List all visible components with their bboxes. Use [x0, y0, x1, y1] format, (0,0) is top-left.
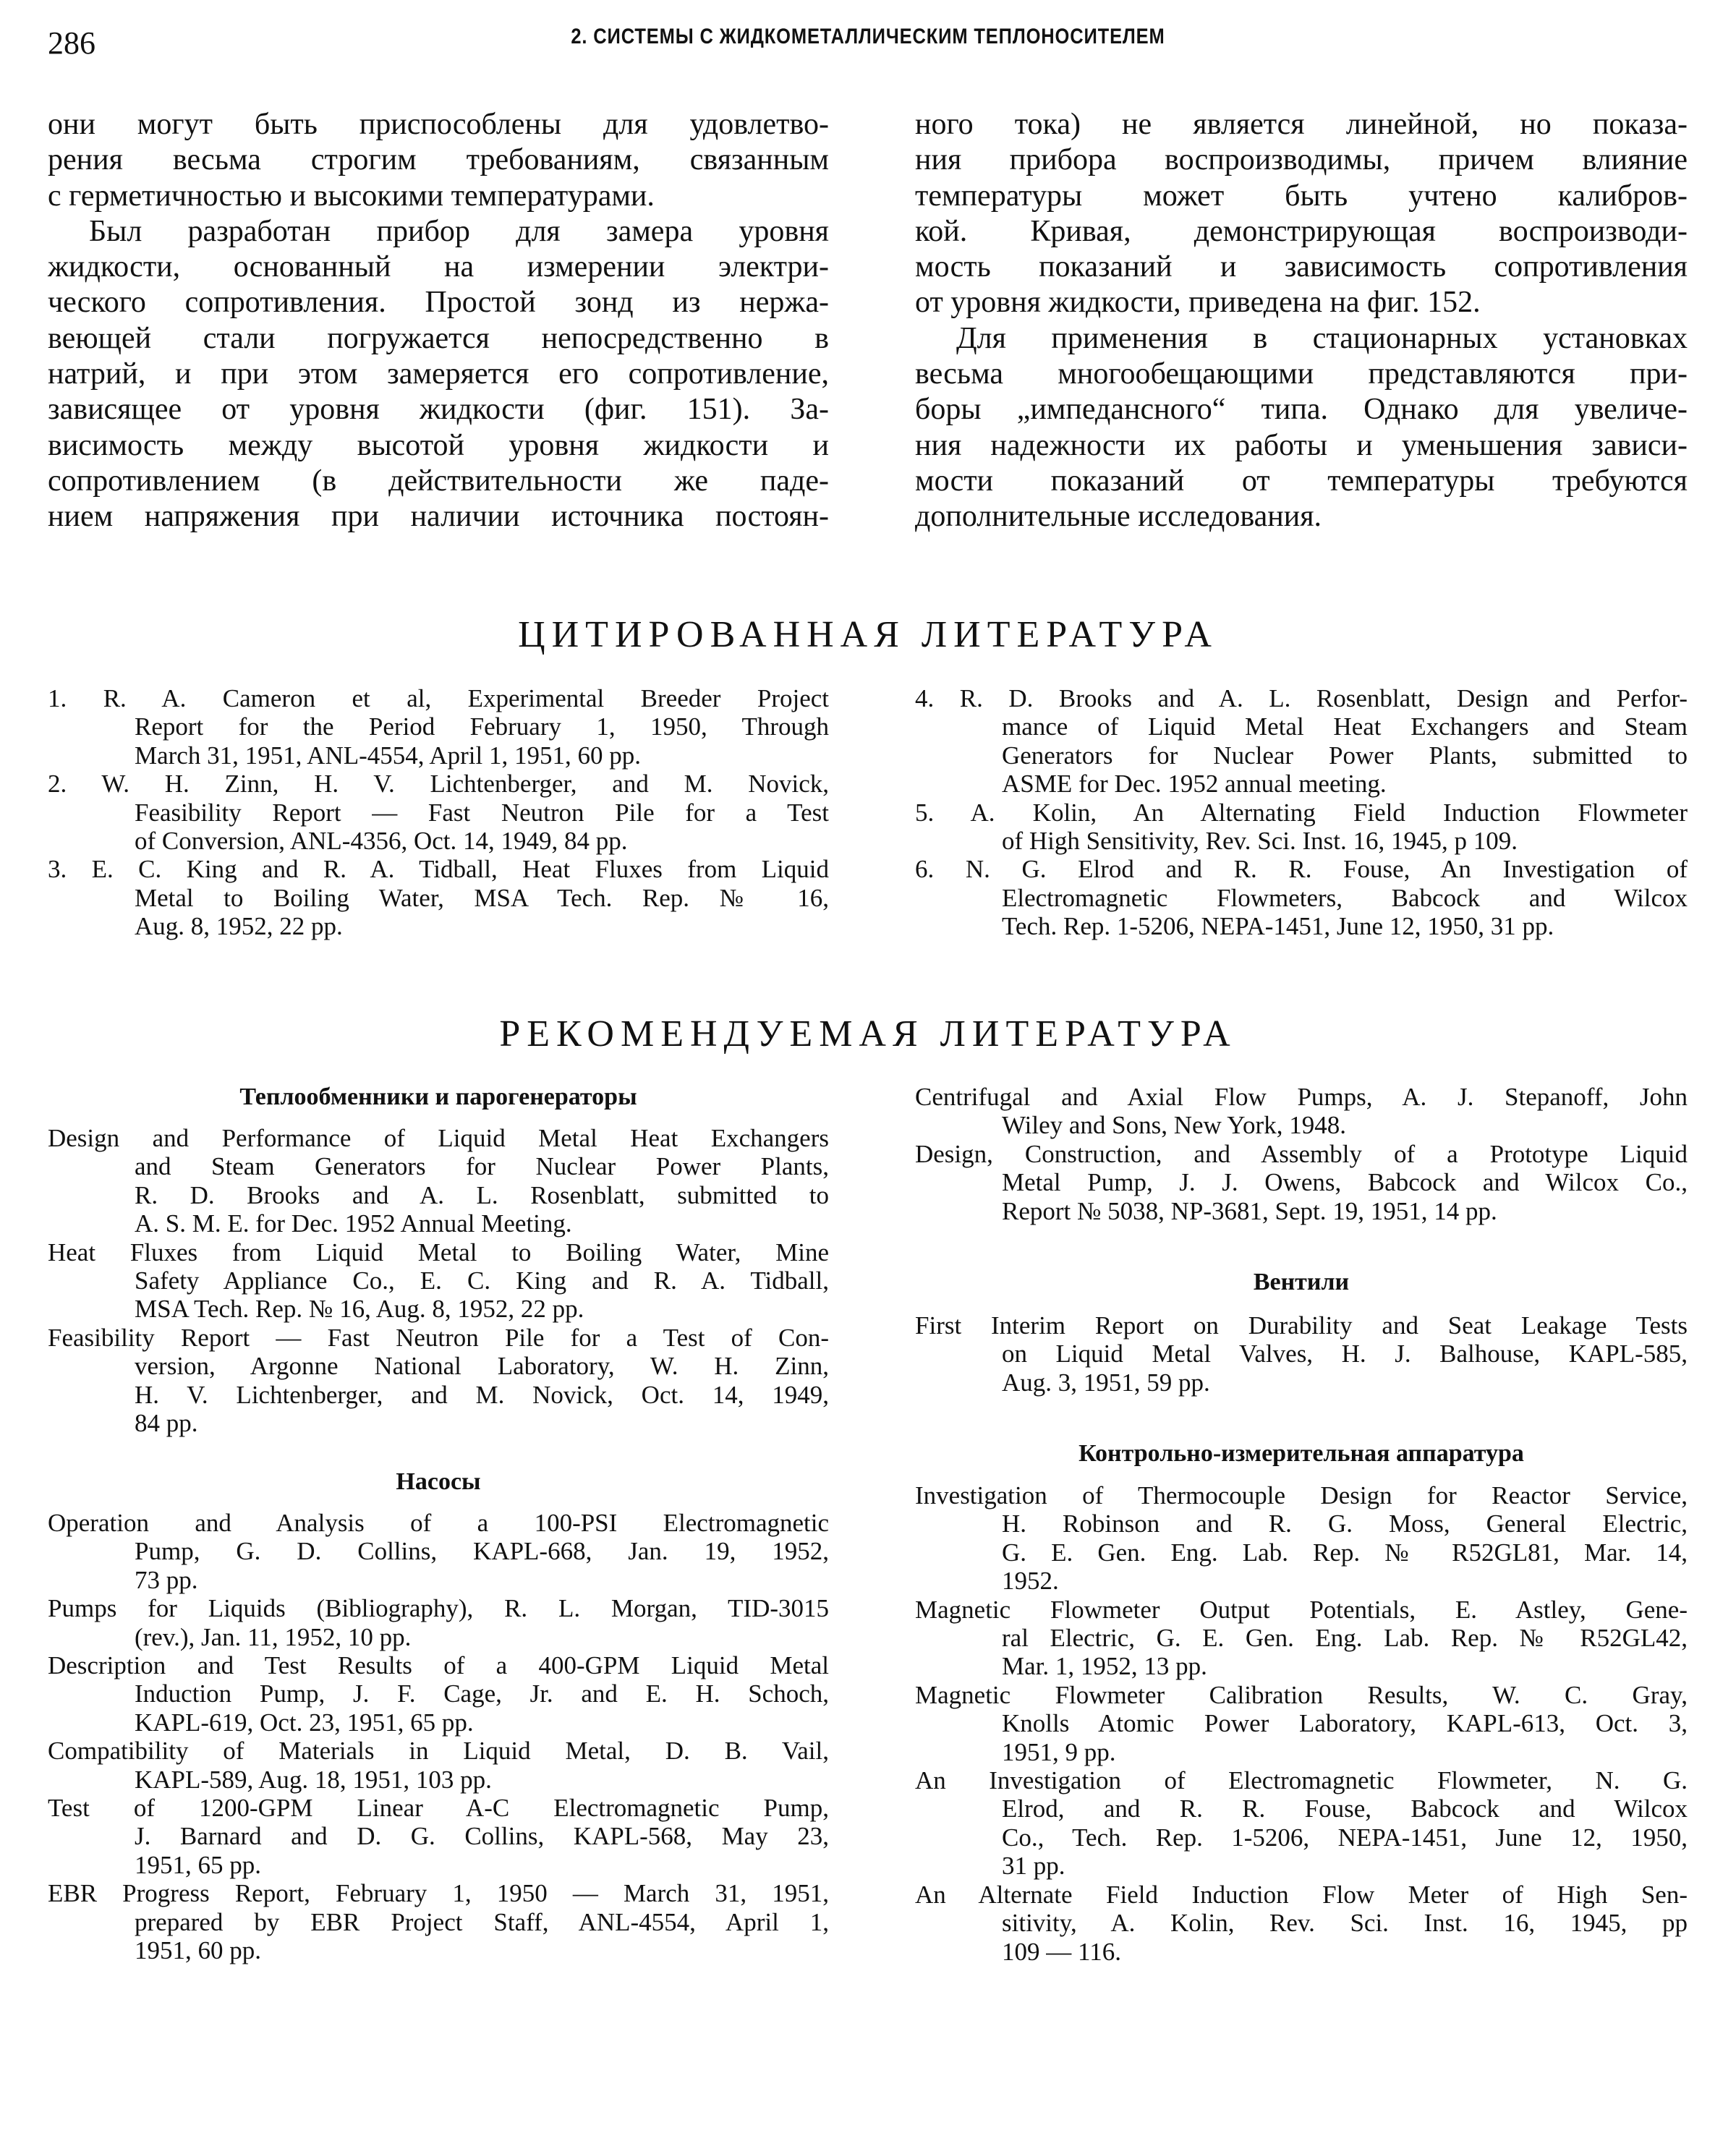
text-line: Aug. 3, 1951, 59 pp.	[1002, 1368, 1210, 1397]
reference-entry	[915, 1881, 1688, 1966]
paragraph	[915, 321, 1688, 535]
text-line: от уровня жидкости, приведена на фиг. 152.	[915, 286, 1481, 320]
text-line: Tech. Rep. 1-5206, NEPA-1451, June 12, 1950, 31 pp.	[1002, 912, 1554, 941]
text-line: H. V. Lichtenberger, and M. Novick, Oct. 14, 1949,	[135, 1380, 829, 1409]
paragraph	[915, 107, 1688, 321]
text-line: Elrod, and R. R. Fouse, Babcock and Wilcox	[1002, 1794, 1688, 1823]
text-line: on Liquid Metal Valves, H. J. Balhouse, KAPL-585,	[1002, 1340, 1688, 1368]
text-line: с герметичностью и высокими температурами.	[48, 179, 655, 213]
text-line: Mar. 1, 1952, 13 pp.	[1002, 1652, 1207, 1681]
text-line: prepared by EBR Project Staff, ANL-4554, April 1,	[135, 1907, 829, 1936]
text-line: они могут быть приспособлены для удовлетво-	[48, 108, 829, 141]
reference-entry	[915, 1083, 1688, 1140]
text-line: Magnetic Flowmeter Calibration Results, W. C. Gray,	[915, 1680, 1688, 1709]
reference-entry	[48, 770, 829, 855]
text-line: Metal to Boiling Water, MSA Tech. Rep. № 16,	[135, 883, 829, 912]
text-line: (rev.), Jan. 11, 1952, 10 pp.	[135, 1622, 412, 1651]
cited-refs-left	[48, 684, 829, 941]
text-line: кой. Кривая, демонстрирующая воспроизводи-	[915, 214, 1688, 248]
reference-entry	[915, 684, 1688, 799]
text-line: Test of 1200-GPM Linear A-C Electromagnetic Pump,	[48, 1794, 829, 1823]
subhead-instruments: Контрольно-измерительная аппаратура	[1078, 1440, 1524, 1467]
body-column-right	[915, 107, 1688, 535]
page-number: 286	[48, 25, 95, 61]
text-line: Feasibility Report — Fast Neutron Pile for a Test	[135, 798, 829, 827]
paragraph	[48, 214, 829, 535]
text-line: R. D. Brooks and A. L. Rosenblatt, submitted to	[135, 1180, 829, 1209]
reference-entry	[48, 855, 829, 940]
text-line: 84 pp.	[135, 1409, 198, 1438]
text-line: Metal Pump, J. J. Owens, Babcock and Wilcox Co.,	[1002, 1168, 1688, 1197]
text-line: Electromagnetic Flowmeters, Babcock and Wilcox	[1002, 883, 1688, 912]
text-line: Feasibility Report — Fast Neutron Pile for a Test of Con-	[48, 1323, 829, 1352]
text-line: дополнительные исследования.	[915, 500, 1322, 534]
reference-entry	[48, 1594, 829, 1651]
text-line: KAPL-619, Oct. 23, 1951, 65 pp.	[135, 1708, 474, 1737]
text-line: веющей стали погружается непосредственно в	[48, 321, 829, 355]
text-line: A. S. M. E. for Dec. 1952 Annual Meeting.	[135, 1209, 572, 1238]
text-line: Wiley and Sons, New York, 1948.	[1002, 1111, 1346, 1140]
running-title: 2. СИСТЕМЫ С ЖИДКОМЕТАЛЛИЧЕСКИМ ТЕПЛОНОСИТЕЛЕМ	[571, 25, 1165, 48]
text-line: нием напряжения при наличии источника постоян-	[48, 500, 829, 534]
reference-entry	[48, 1651, 829, 1737]
text-line: Description and Test Results of a 400-GPM Liquid Metal	[48, 1651, 829, 1680]
text-line: ного тока) не является линейной, но показа-	[915, 108, 1688, 141]
text-line: KAPL-589, Aug. 18, 1951, 103 pp.	[135, 1765, 492, 1794]
text-line: Investigation of Thermocouple Design for Reactor Service,	[915, 1481, 1688, 1510]
text-line: 1952.	[1002, 1567, 1059, 1596]
text-line: version, Argonne National Laboratory, W. H. Zinn,	[135, 1352, 829, 1381]
text-line: весьма многообещающими представляются при-	[915, 357, 1688, 391]
text-line: Report for the Period February 1, 1950, Through	[135, 712, 829, 741]
text-line: of High Sensitivity, Rev. Sci. Inst. 16, 1945, p 109.	[1002, 827, 1518, 856]
text-line: First Interim Report on Durability and Seat Leakage Tests	[915, 1311, 1688, 1340]
subhead-pumps: Насосы	[396, 1468, 481, 1495]
text-line: Centrifugal and Axial Flow Pumps, A. J. Stepanoff, John	[915, 1083, 1688, 1111]
subhead-heat-exchangers: Теплообменники и парогенераторы	[239, 1083, 637, 1110]
reference-entry	[915, 799, 1688, 856]
refs-instruments	[915, 1481, 1688, 1966]
text-line: 1. R. A. Cameron et al, Experimental Breeder Project	[48, 684, 829, 712]
text-line: of Conversion, ANL-4356, Oct. 14, 1949, 84 pp.	[135, 827, 628, 856]
text-line: March 31, 1951, ANL-4554, April 1, 1951, 60 pp.	[135, 741, 641, 770]
text-line: мости показаний от температуры требуются	[915, 464, 1688, 498]
text-line: Generators for Nuclear Power Plants, submitted to	[1002, 741, 1688, 770]
text-line: 4. R. D. Brooks and A. L. Rosenblatt, Design and Perfor-	[915, 684, 1688, 712]
text-line: Был разработан прибор для замера уровня	[89, 214, 829, 248]
text-line: 1951, 9 pp.	[1002, 1737, 1116, 1766]
reference-entry	[48, 1238, 829, 1324]
text-line: Knolls Atomic Power Laboratory, KAPL-613, Oct. 3,	[1002, 1709, 1688, 1738]
reference-entry	[915, 1766, 1688, 1881]
text-line: Induction Pump, J. F. Cage, Jr. and E. H. Schoch,	[135, 1679, 829, 1708]
text-line: Pumps for Liquids (Bibliography), R. L. Morgan, TID-3015	[48, 1594, 829, 1623]
text-line: Aug. 8, 1952, 22 pp.	[135, 912, 343, 941]
text-line: Report № 5038, NP-3681, Sept. 19, 1951, 14 pp.	[1002, 1196, 1497, 1225]
text-line: ния надежности их работы и уменьшения зависи-	[915, 428, 1688, 462]
text-line: 1951, 60 pp.	[135, 1936, 261, 1965]
subhead-valves: Вентили	[1253, 1269, 1350, 1295]
text-line: Operation and Analysis of a 100-PSI Electromagnetic	[48, 1509, 829, 1537]
text-line: сопротивлением (в действительности же паде-	[48, 464, 829, 498]
text-line: боры „импедансного“ типа. Однако для увеличе-	[915, 393, 1688, 427]
reference-entry	[48, 1794, 829, 1879]
text-line: ral Electric, G. E. Gen. Eng. Lab. Rep. № R52GL42,	[1002, 1624, 1688, 1653]
reference-entry	[48, 1879, 829, 1964]
cited-literature-title: ЦИТИРОВАННАЯ ЛИТЕРАТУРА	[518, 614, 1218, 655]
reference-entry	[48, 1509, 829, 1594]
reference-entry	[48, 1737, 829, 1794]
recommended-literature-title: РЕКОМЕНДУЕМАЯ ЛИТЕРАТУРА	[499, 1013, 1237, 1055]
reference-entry	[915, 1681, 1688, 1766]
refs-heat-exchangers	[48, 1124, 829, 1437]
text-line: зависящее от уровня жидкости (фиг. 151). За-	[48, 393, 829, 427]
text-line: 2. W. H. Zinn, H. V. Lichtenberger, and M. Novick,	[48, 770, 829, 799]
reference-entry	[915, 1140, 1688, 1225]
text-line: 73 pp.	[135, 1565, 198, 1594]
text-line: H. Robinson and R. G. Moss, General Electric,	[1002, 1510, 1688, 1538]
text-line: температуры может быть учтено калибров-	[915, 179, 1688, 213]
reference-entry	[915, 1481, 1688, 1596]
reference-entry	[915, 1596, 1688, 1681]
text-line: 6. N. G. Elrod and R. R. Fouse, An Investigation of	[915, 855, 1688, 884]
text-line: sitivity, A. Kolin, Rev. Sci. Inst. 16, 1945, pp	[1002, 1909, 1688, 1938]
text-line: J. Barnard and D. G. Collins, KAPL-568, May 23,	[135, 1822, 829, 1851]
refs-valves	[915, 1311, 1688, 1397]
text-line: 31 pp.	[1002, 1852, 1065, 1881]
text-line: Для применения в стационарных установках	[956, 321, 1688, 355]
text-line: висимость между высотой уровня жидкости и	[48, 428, 829, 462]
text-line: An Alternate Field Induction Flow Meter of High Sen-	[915, 1880, 1688, 1909]
refs-pumps-continued	[915, 1083, 1688, 1225]
paragraph	[48, 107, 829, 214]
text-line: mance of Liquid Metal Heat Exchangers and Steam	[1002, 712, 1688, 741]
text-line: жидкости, основанный на измерении электри-	[48, 250, 829, 284]
body-column-left	[48, 107, 829, 535]
text-line: Pump, G. D. Collins, KAPL-668, Jan. 19, 1952,	[135, 1537, 829, 1566]
text-line: мость показаний и зависимость сопротивления	[915, 250, 1688, 284]
text-line: Design and Performance of Liquid Metal Heat Exchangers	[48, 1124, 829, 1152]
text-line: ASME for Dec. 1952 annual meeting.	[1002, 770, 1387, 799]
text-line: EBR Progress Report, February 1, 1950 — March 31, 1951,	[48, 1879, 829, 1908]
text-line: Compatibility of Materials in Liquid Metal, D. B. Vail,	[48, 1737, 829, 1766]
reference-entry	[48, 1324, 829, 1438]
reference-entry	[48, 684, 829, 770]
text-line: Co., Tech. Rep. 1-5206, NEPA-1451, June 12, 1950,	[1002, 1823, 1688, 1852]
text-line: рения весьма строгим требованиям, связанным	[48, 143, 829, 177]
text-line: натрий, и при этом замеряется его сопротивление,	[48, 357, 829, 391]
reference-entry	[915, 855, 1688, 940]
text-line: 1951, 65 pp.	[135, 1850, 261, 1879]
text-line: G. E. Gen. Eng. Lab. Rep. № R52GL81, Mar. 14,	[1002, 1538, 1688, 1567]
text-line: 5. A. Kolin, An Alternating Field Induction Flowmeter	[915, 798, 1688, 827]
text-line: ния прибора воспроизводимы, причем влияние	[915, 143, 1688, 177]
reference-entry	[915, 1311, 1688, 1397]
text-line: ческого сопротивления. Простой зонд из нержа-	[48, 286, 829, 320]
text-line: Magnetic Flowmeter Output Potentials, E. Astley, Gene-	[915, 1595, 1688, 1624]
text-line: An Investigation of Electromagnetic Flowmeter, N. G.	[915, 1766, 1688, 1795]
reference-entry	[48, 1124, 829, 1238]
text-line: Heat Fluxes from Liquid Metal to Boiling Water, Mine	[48, 1238, 829, 1266]
refs-pumps	[48, 1509, 829, 1965]
text-line: 109 — 116.	[1002, 1937, 1121, 1966]
text-line: 3. E. C. King and R. A. Tidball, Heat Fluxes from Liquid	[48, 855, 829, 884]
text-line: Design, Construction, and Assembly of a Prototype Liquid	[915, 1139, 1688, 1168]
text-line: Safety Appliance Co., E. C. King and R. A. Tidball,	[135, 1266, 829, 1295]
text-line: MSA Tech. Rep. № 16, Aug. 8, 1952, 22 pp.	[135, 1295, 584, 1324]
cited-refs-right	[915, 684, 1688, 941]
text-line: and Steam Generators for Nuclear Power Plants,	[135, 1152, 829, 1181]
